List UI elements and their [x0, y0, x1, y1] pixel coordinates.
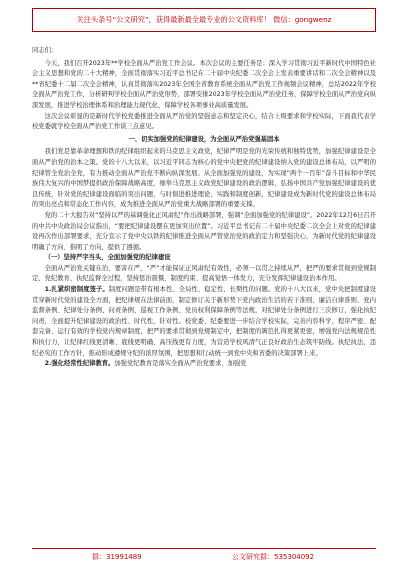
item-lead: 2.强化经常性纪律教育。: [44, 360, 115, 368]
paragraph: 党的二十大报告对“坚持以严的基调强化正风肃纪”作出战略部署，强调“全面加强党的纪律建设”。2022年12月6日召开的中共中央政治局会议指出，“要把纪律建设摆在更加突出位置”。习近平总书记在二十届中央纪委二次全会上对党的纪律建设再次作出部署要求，充分宣示了党中央以铁的纪律推进全面从严管党治党的政治定力和坚强决心，为新时代党的纪律建设明确了方向、指明了方向、提供了遵循。: [32, 211, 376, 251]
item-text: 制度问题是带有根本性、全局性、稳定性、长期性的问题。党的十八大以来，党中央把制度建设贯穿新时代党的建设全方面，把纪律规在法律前面，制定修订关于新形势下党内政治生活的若干准则、廉洁自律准则、党内监督条例、纪律处分条例、问责条例、巡视工作条例、党员权利保障条例等法规，对纪律处分条例进行三次修订，强化执纪问责，全面提升纪律建设的政治性、时代性、针对性。校党委、纪委要进一步结合学校实际，完善内容科学、程序严密、配套完备、运行有效的学校党内规章制度，把严的要求贯彻到党规制定中，把制度的篱笆扎得更紧更密，增强党内法规规范性和执行力，让纪律红线更清晰、底线更明确、高压线更有力度，为营造学校风清气正良好政治生态筑牢防线。执纪执法，违纪必究的工作方针，推动形成遵规守纪的浓厚氛围，把思想和行动统一到党中央和省委的决策部署上来。: [32, 286, 377, 357]
footer-group-number: 群：31991489: [92, 553, 142, 561]
item-lead: 1.扎紧织密制度笼子。: [44, 286, 109, 294]
item-text: 加强党纪教育是落实全面从严治党要求、加强党: [114, 360, 247, 368]
greeting: 同志们：: [32, 47, 58, 54]
section-heading: 一、切实加强党的纪律建设，为全面从严治党强基固本: [128, 135, 280, 143]
paragraph: 全面从严治党关键在治、要害在严，“严”才能保证正风肃纪有效性，必须一以贯之持续从严，把严的要求贯彻到党规制定、党纪教育、执纪监督全过程，坚持惩治震慑、制度约束、提高觉悟一体发力，充分发挥纪律建设治本作用。: [32, 264, 376, 283]
numbered-item: [32, 359, 376, 370]
footer-bar: [32, 548, 376, 564]
numbered-item: [32, 285, 376, 359]
promo-banner-text: 关注头条号“公文研究”，获得最新最全最专业的公文资料库！ 微信：gongwenz: [76, 15, 332, 24]
footer-research-group: 公文研究群：535304092: [232, 553, 315, 561]
promo-banner: [32, 8, 376, 32]
document-body: [32, 46, 376, 370]
paragraph: 我们党是靠革命理想和铁的纪律组织起来的马克思主义政党，纪律严明是党的光荣传统和独特优势，加强纪律建设是全面从严治党的治本之策。党的十八大以来，以习近平同志为核心的党中央把党的纪律建设纳入党的建设总体布局，以严明的纪律管全党治全党，有力推动全面从严治党不断向纵深发展。从全面加强党的建设，为实现“两个一百年”奋斗目标和中华民族伟大复兴的中国梦提供政治保障战略高度，细举马克思主义政党纪律建设的政治逻辑，弘扬中国共产党加强纪律建设的优良传统，针对党的纪律建设面临的突出问题，与时俱进推进理论、实践和制度创新，纪律建设成为新时代党的建设总体布局的突出亮点和常态化工作内容，成为推进全面从严治党重大战略部署的重要支撑。: [32, 148, 376, 209]
paragraph: 这次会议彰显的是新时代学校党委推进全面从严治党的坚强意志和坚定决心，结合上级要求和学校实际，下面我代表学校党委就学校全面从严治党工作谈三点意见。: [32, 112, 376, 131]
paragraph: 今天，我们召开2023年**学校全面从严治党工作会议。本次会议的主要任务是：深入学习贯彻习近平新时代中国特色社会主义思想和党的二十大精神，全面贯彻落实习近平总书记在二十届中央纪委二次全会上发表重要讲话和二次全会精神以及**省纪委十二届二次全会精神，认真贯彻落实2023年全国全省教育系统全面从严治党工作视频会议精神，总结2022年学校全面从严治党工作，分析研判学校全面从严治党形势，部署安排2023年学校全面从严治党任务，保障学校全面从严治党向纵深发展，推进学校治理体系和治理能力现代化，保障学校各项事业高质量发展。: [32, 59, 376, 109]
subsection-heading: （一）坚持严字当头，全面加强党的纪律建设: [44, 254, 171, 262]
